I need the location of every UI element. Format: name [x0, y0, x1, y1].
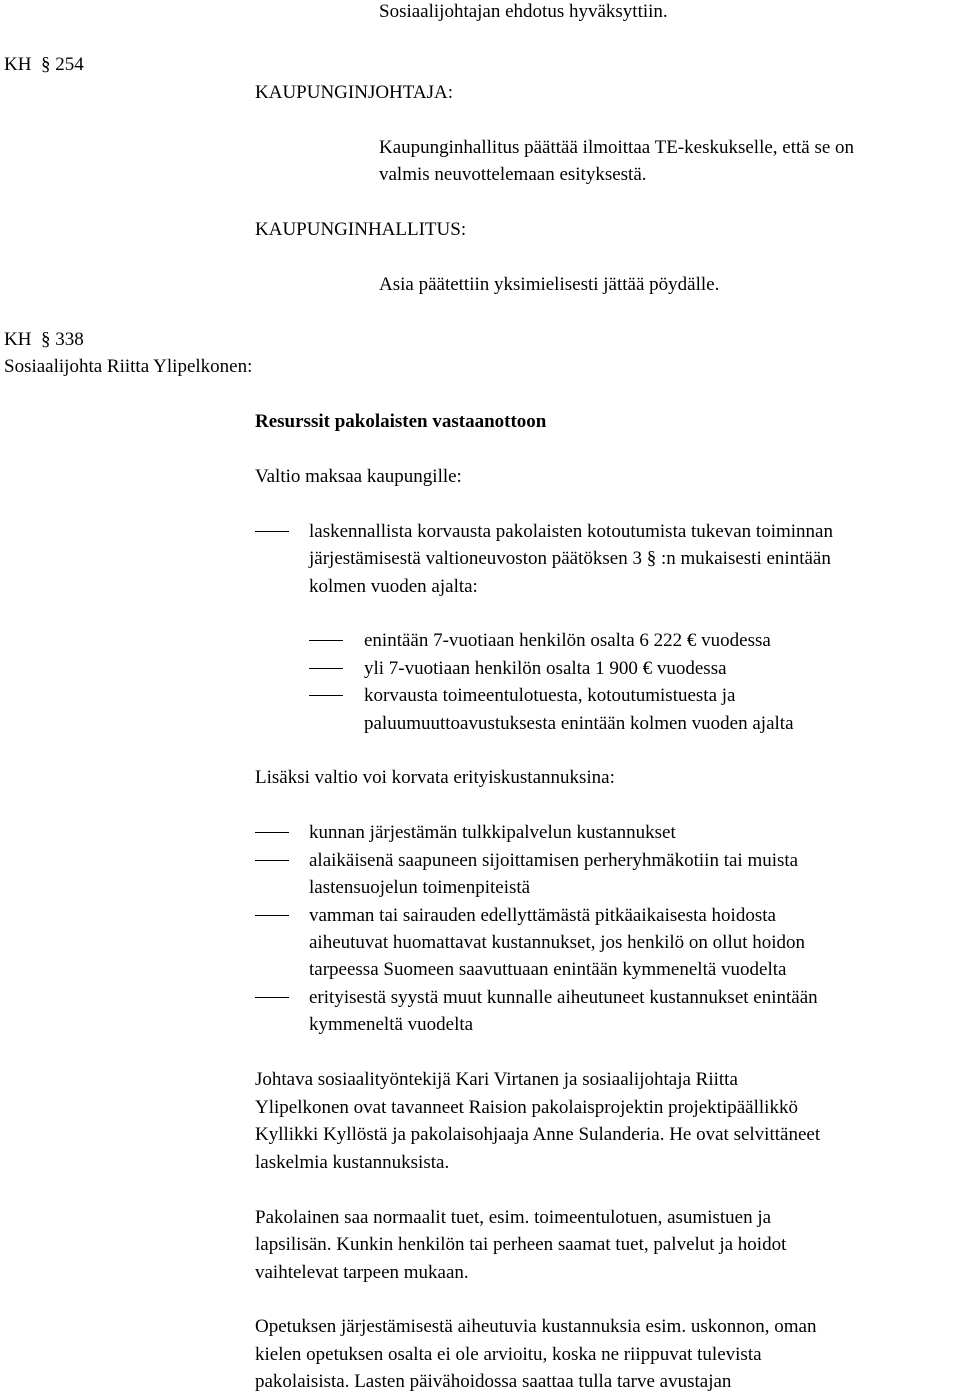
proposal-line-2: valmis neuvottelemaan esityksestä.: [379, 164, 647, 185]
dash-bullet: [255, 860, 289, 861]
dash-bullet: [255, 832, 289, 833]
section-sign: §: [40, 54, 51, 75]
item-1-line-1: laskennallista korvausta pakolaisten kotoutumista tukevan toiminnan: [309, 521, 833, 542]
kh-254-reference: [4, 51, 84, 79]
section-title: Resurssit pakolaisten vastaanottoon: [255, 411, 547, 432]
additional-item-2-line-1: alaikäisenä saapuneen sijoittamisen perheryhmäkotiin tai muista: [309, 850, 799, 871]
paragraph-2-line-2: lapsilisän. Kunkin henkilön tai perheen saamat tuet, palvelut ja hoidot: [255, 1234, 787, 1255]
additional-item-3-line-2: aiheutuvat huomattavat kustannukset, jos henkilö on ollut hoidon: [309, 932, 806, 953]
kh-label: KH: [4, 54, 32, 75]
sub-item-3-line-2: paluumuuttoavustuksesta enintään kolmen vuoden ajalta: [364, 713, 794, 734]
item-1-line-3: kolmen vuoden ajalta:: [309, 576, 478, 597]
paragraph-2-line-1: Pakolainen saa normaalit tuet, esim. toimeentulotuen, asumistuen ja: [255, 1207, 772, 1228]
item-1-line-2: järjestämisestä valtioneuvoston päätöksen 3 § :n mukaisesti enintään: [309, 548, 831, 569]
additional-intro: Lisäksi valtio voi korvata erityiskustannuksina:: [255, 767, 615, 788]
proposal-line-1: Kaupunginhallitus päättää ilmoittaa TE-keskukselle, että se on: [379, 137, 855, 158]
kh-label: KH: [4, 329, 32, 350]
intro-text: Valtio maksaa kaupungille:: [255, 466, 462, 487]
paragraph-3-line-3: pakolaisista. Lasten päivähoidossa saattaa tulla tarve avustajan: [255, 1371, 732, 1392]
sub-item-3-line-1: korvausta toimeentulotuesta, kotoutumistuesta ja: [364, 685, 736, 706]
paragraph-3-line-1: Opetuksen järjestämisestä aiheutuvia kustannuksia esim. uskonnon, oman: [255, 1316, 817, 1337]
sub-item-1: enintään 7-vuotiaan henkilön osalta 6 222 € vuodessa: [364, 630, 771, 651]
dash-bullet: [309, 640, 343, 641]
section-number: 254: [55, 54, 84, 75]
decision-text: Asia päätettiin yksimielisesti jättää pöydälle.: [379, 274, 720, 295]
paragraph-1-line-1: Johtava sosiaalityöntekijä Kari Virtanen ja sosiaalijohtaja Riitta: [255, 1069, 738, 1090]
paragraph-1-line-2: Ylipelkonen ovat tavanneet Raision pakolaisprojektin projektipäällikkö: [255, 1097, 798, 1118]
additional-item-1: kunnan järjestämän tulkkipalvelun kustannukset: [309, 822, 676, 843]
additional-item-3-line-1: vamman tai sairauden edellyttämästä pitkäaikaisesta hoidosta: [309, 905, 776, 926]
paragraph-1-line-3: Kyllikki Kyllöstä ja pakolaisohjaaja Anne Sulanderia. He ovat selvittäneet: [255, 1124, 821, 1145]
additional-item-4-line-1: erityisestä syystä muut kunnalle aiheutuneet kustannukset enintään: [309, 987, 818, 1008]
paragraph-2-line-3: vaihtelevat tarpeen mukaan.: [255, 1262, 469, 1283]
heading-kaupunginhallitus: KAUPUNGINHALLITUS:: [255, 219, 467, 240]
sub-item-2: yli 7-vuotiaan henkilön osalta 1 900 € vuodessa: [364, 658, 727, 679]
dash-bullet: [309, 695, 343, 696]
additional-item-4-line-2: kymmeneltä vuodelta: [309, 1014, 474, 1035]
dash-bullet: [255, 531, 289, 532]
kh-338-reference: [4, 326, 84, 354]
section-sign: §: [40, 329, 51, 350]
additional-item-2-line-2: lastensuojelun toimenpiteistä: [309, 877, 531, 898]
presenter-label: Sosiaalijohta Riitta Ylipelkonen:: [4, 356, 253, 377]
paragraph-1-line-4: laskelmia kustannuksista.: [255, 1152, 450, 1173]
heading-kaupunginjohtaja: KAUPUNGINJOHTAJA:: [255, 82, 453, 103]
dash-bullet: [309, 668, 343, 669]
previous-decision-text: Sosiaalijohtajan ehdotus hyväksyttiin.: [379, 1, 668, 22]
additional-item-3-line-3: tarpeessa Suomeen saavuttuaan enintään kymmeneltä vuodelta: [309, 959, 787, 980]
dash-bullet: [255, 915, 289, 916]
dash-bullet: [255, 997, 289, 998]
section-number: 338: [55, 329, 84, 350]
paragraph-3-line-2: kielen opetuksen osalta ei ole arvioitu, koska ne riippuvat tulevista: [255, 1344, 762, 1365]
